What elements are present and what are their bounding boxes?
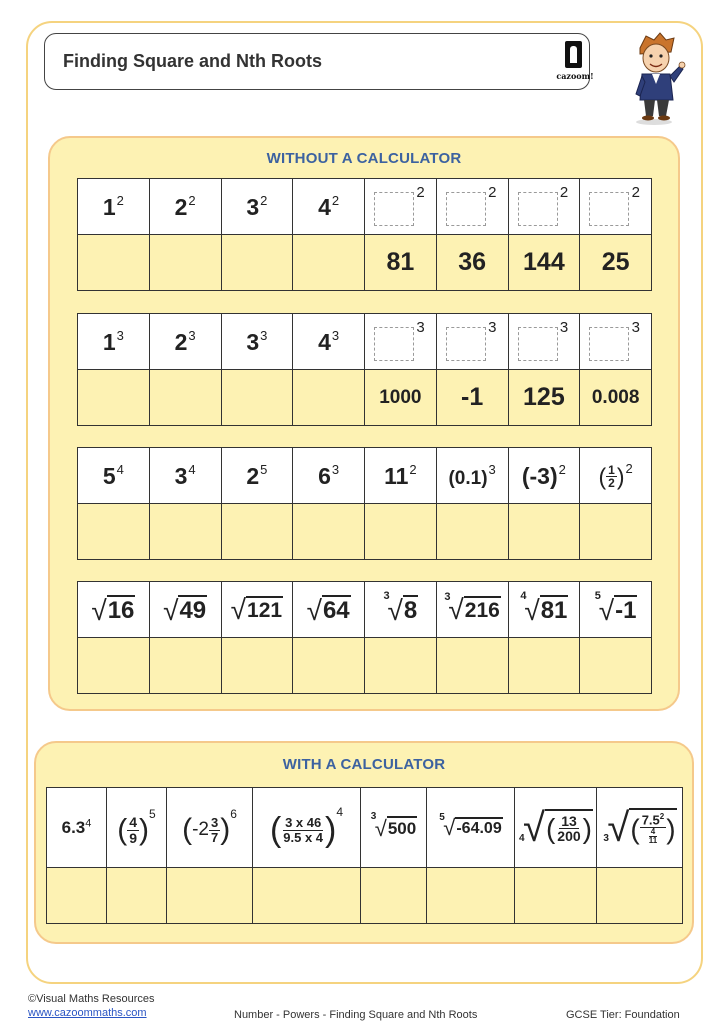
answer-cell[interactable] xyxy=(221,370,293,426)
square-blank-base[interactable]: 2 xyxy=(508,179,580,235)
blank-box[interactable] xyxy=(518,192,558,226)
calculator-table xyxy=(46,787,683,924)
title-box xyxy=(44,33,594,90)
answer-cell[interactable] xyxy=(149,504,221,560)
square-blank-base[interactable]: 2 xyxy=(365,179,437,235)
with-calculator-heading: WITH A CALCULATOR xyxy=(282,756,446,773)
footer-website-link[interactable]: www.cazoommaths.com xyxy=(28,1007,147,1019)
square-question: $4^2$ xyxy=(293,179,365,235)
roots-table xyxy=(77,581,652,694)
footer-tier: GCSE Tier: Foundation xyxy=(566,1009,680,1021)
answer-cell[interactable] xyxy=(167,868,253,924)
calc-question-5: 3 √500 xyxy=(361,788,427,868)
answer-cell[interactable] xyxy=(597,868,683,924)
answer-cell[interactable] xyxy=(47,868,107,924)
cube-question: $4^3$ xyxy=(293,314,365,370)
square-question: $2^2$ xyxy=(149,179,221,235)
calc-question-2: ( $\frac{4}{9}$ )$^5$ xyxy=(107,788,167,868)
power-question: $6^3$ xyxy=(293,448,365,504)
blank-box[interactable] xyxy=(518,327,558,361)
answer-cell[interactable] xyxy=(427,868,515,924)
cube-blank-base[interactable]: 3 xyxy=(365,314,437,370)
answer-cell[interactable] xyxy=(436,504,508,560)
answer-cell[interactable] xyxy=(580,504,652,560)
squares-table xyxy=(77,178,652,291)
without-calculator-heading: WITHOUT A CALCULATOR xyxy=(266,150,462,167)
cubes-table xyxy=(77,313,652,426)
answer-cell[interactable] xyxy=(365,504,437,560)
answer-cell[interactable] xyxy=(293,638,365,694)
given-value: 81 xyxy=(365,235,437,291)
blank-box[interactable] xyxy=(589,192,629,226)
answer-cell[interactable] xyxy=(221,235,293,291)
answer-cell[interactable] xyxy=(293,235,365,291)
given-value: 25 xyxy=(580,235,652,291)
power-question: $(-3)^2$ xyxy=(508,448,580,504)
root-question: √16 xyxy=(78,582,150,638)
square-question: $1^2$ xyxy=(78,179,150,235)
square-blank-base[interactable]: 2 xyxy=(580,179,652,235)
calc-question-1: $6.3^4$ xyxy=(47,788,107,868)
given-value: 144 xyxy=(508,235,580,291)
answer-cell[interactable] xyxy=(293,504,365,560)
calc-question-7: 4 √( $\frac{13}{200}$ ) xyxy=(515,788,597,868)
root-question: 4 √81 xyxy=(508,582,580,638)
given-value: 0.008 xyxy=(580,370,652,426)
logo-icon xyxy=(565,41,582,68)
cazoom-logo xyxy=(555,41,594,83)
blank-box[interactable] xyxy=(446,327,486,361)
root-question: 3 √8 xyxy=(365,582,437,638)
cube-question: $3^3$ xyxy=(221,314,293,370)
answer-cell[interactable] xyxy=(221,638,293,694)
power-question: ( $\frac{1}{2}$ )$^2$ xyxy=(580,448,652,504)
cube-blank-base[interactable]: 3 xyxy=(508,314,580,370)
calc-question-3: (-2 $\frac{3}{7}$ )$^6$ xyxy=(167,788,253,868)
root-question: √64 xyxy=(293,582,365,638)
calc-question-8: 3 √( $\frac{7.5^2}{\frac{4}{11}}$ ) xyxy=(597,788,683,868)
power-question: $11^2$ xyxy=(365,448,437,504)
footer-copyright: ©Visual Maths Resources xyxy=(28,993,155,1005)
given-value: 1000 xyxy=(365,370,437,426)
power-question: $5^4$ xyxy=(78,448,150,504)
answer-cell[interactable] xyxy=(78,504,150,560)
cube-blank-base[interactable]: 3 xyxy=(580,314,652,370)
blank-box[interactable] xyxy=(374,327,414,361)
answer-cell[interactable] xyxy=(253,868,361,924)
answer-cell[interactable] xyxy=(436,638,508,694)
answer-cell[interactable] xyxy=(365,638,437,694)
root-question: 5 √-1 xyxy=(580,582,652,638)
given-value: -1 xyxy=(436,370,508,426)
root-question: 3 √216 xyxy=(436,582,508,638)
footer-topic: Number - Powers - Finding Square and Nth Roots xyxy=(234,1009,478,1021)
answer-cell[interactable] xyxy=(508,638,580,694)
answer-cell[interactable] xyxy=(78,638,150,694)
mascot-boy-icon xyxy=(626,30,686,126)
power-question: $3^4$ xyxy=(149,448,221,504)
blank-box[interactable] xyxy=(589,327,629,361)
given-value: 125 xyxy=(508,370,580,426)
calc-question-6: 5 √-64.09 xyxy=(427,788,515,868)
answer-cell[interactable] xyxy=(580,638,652,694)
cube-question: $2^3$ xyxy=(149,314,221,370)
answer-cell[interactable] xyxy=(361,868,427,924)
powers-table xyxy=(77,447,652,560)
cube-question: $1^3$ xyxy=(78,314,150,370)
answer-cell[interactable] xyxy=(508,504,580,560)
square-blank-base[interactable]: 2 xyxy=(436,179,508,235)
answer-cell[interactable] xyxy=(149,370,221,426)
answer-cell[interactable] xyxy=(149,235,221,291)
answer-cell[interactable] xyxy=(293,370,365,426)
given-value: 36 xyxy=(436,235,508,291)
answer-cell[interactable] xyxy=(78,235,150,291)
answer-cell[interactable] xyxy=(515,868,597,924)
cube-blank-base[interactable]: 3 xyxy=(436,314,508,370)
square-question: $3^2$ xyxy=(221,179,293,235)
logo-text: cazoom! xyxy=(556,71,594,81)
answer-cell[interactable] xyxy=(221,504,293,560)
answer-cell[interactable] xyxy=(149,638,221,694)
answer-cell[interactable] xyxy=(78,370,150,426)
root-question: √121 xyxy=(221,582,293,638)
blank-box[interactable] xyxy=(446,192,486,226)
calc-question-4: ( $\frac{3 x 46}{9.5 x 4}$ )$^4$ xyxy=(253,788,361,868)
answer-cell[interactable] xyxy=(107,868,167,924)
page-title: Finding Square and Nth Roots xyxy=(63,51,322,71)
power-question: $(0.1)^3$ xyxy=(436,448,508,504)
root-question: √49 xyxy=(149,582,221,638)
blank-box[interactable] xyxy=(374,192,414,226)
power-question: $2^5$ xyxy=(221,448,293,504)
